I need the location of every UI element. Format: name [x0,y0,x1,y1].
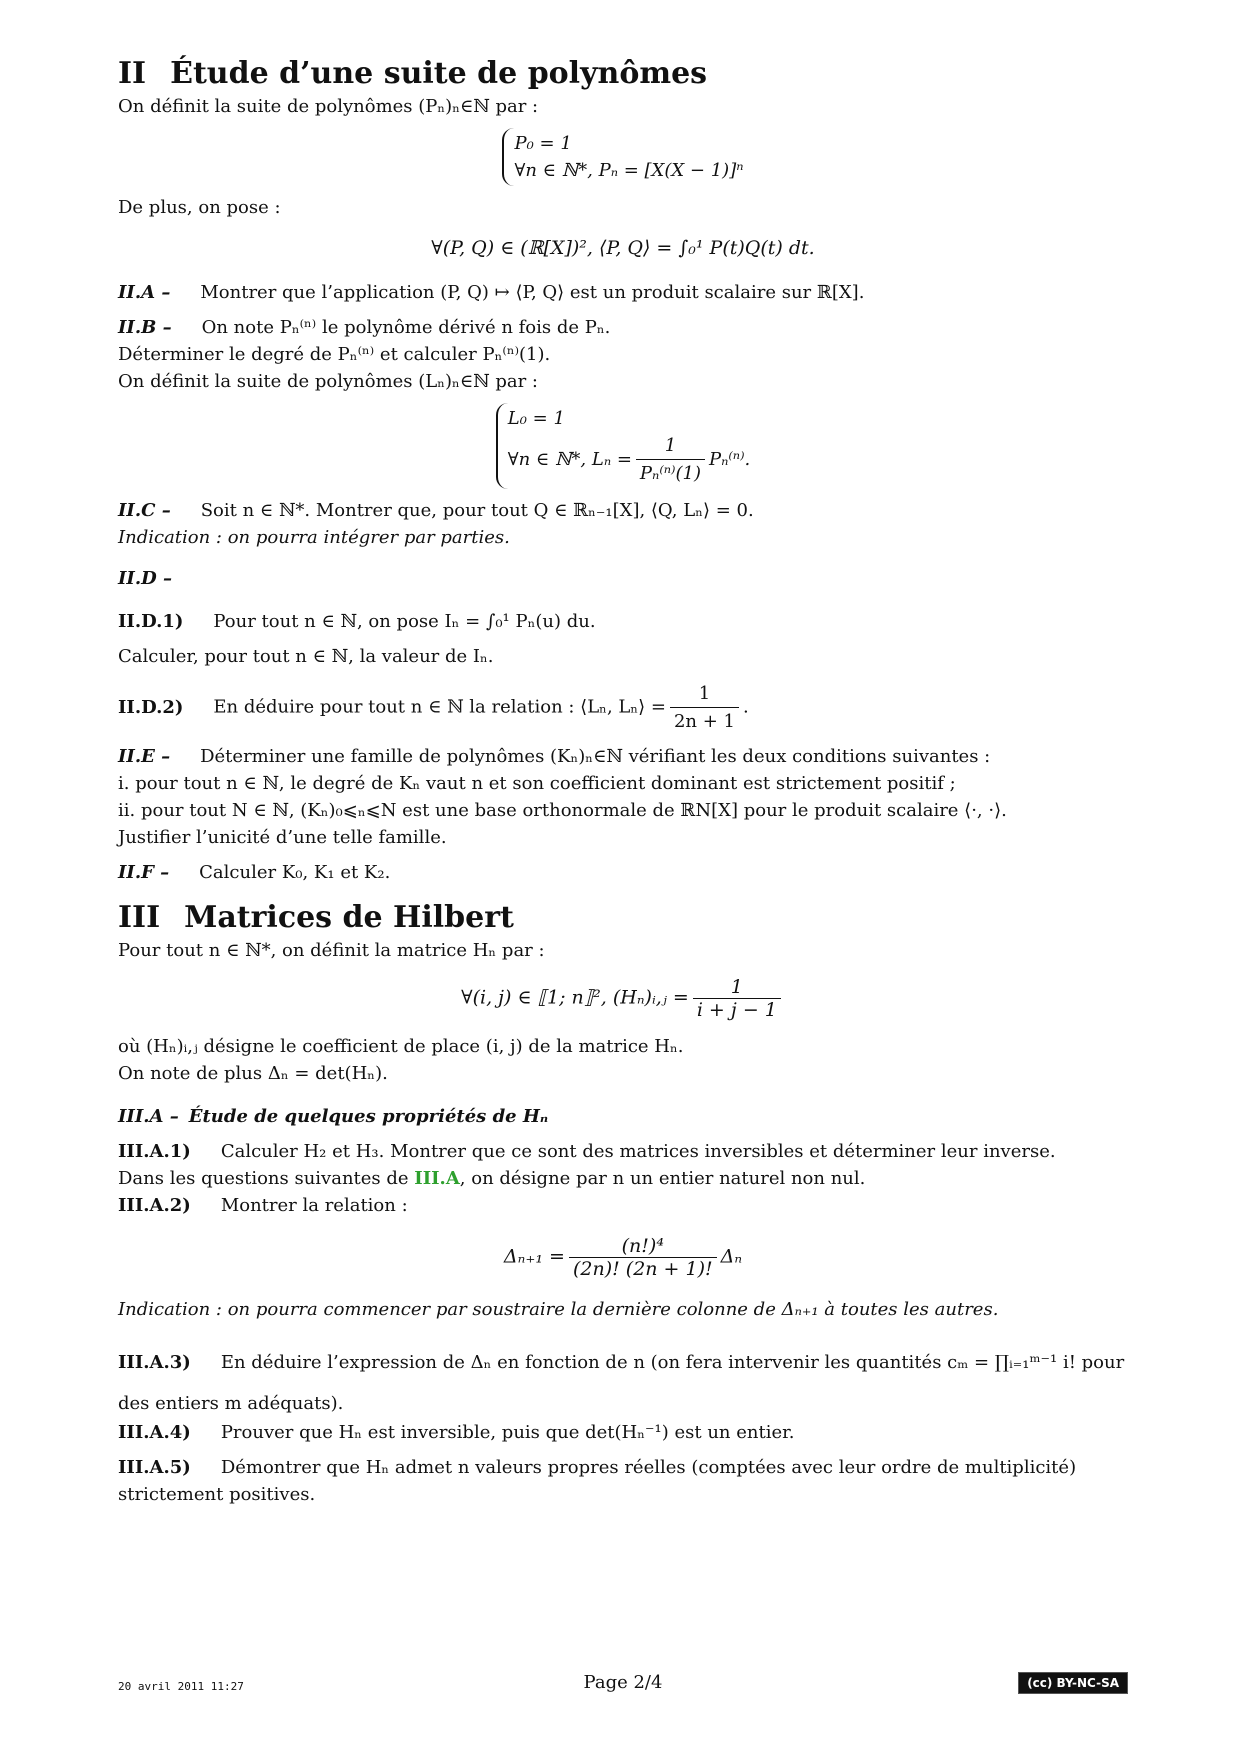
question-label: II.D.2) [118,696,184,718]
numerator: 1 [693,976,781,999]
question-label: II.B – [118,317,172,338]
numerator: 1 [670,680,739,708]
question-text: En déduire pour tout n ∈ ℕ la relation : ⟨Lₙ, Lₙ⟩ = [213,696,666,718]
question-iiia4 [118,1419,1128,1446]
numerator: (n!)⁴ [569,1235,717,1258]
subsection-iiia [118,1103,1128,1130]
equation-inner-product: ∀(P, Q) ∈ (ℝ[X])², ⟨P, Q⟩ = ∫₀¹ P(t)Q(t) dt. [431,237,815,259]
license-badge: (cc) BY-NC-SA [1018,1672,1128,1694]
case-left: ∀n ∈ ℕ*, Lₙ = [507,448,632,470]
link-iiia[interactable]: III.A [414,1168,460,1189]
question-label: II.E – [118,746,171,767]
case-line: P₀ = 1 [514,133,572,154]
footer-page-number: Page 2/4 [583,1672,663,1693]
text-line: On note de plus Δₙ = det(Hₙ). [118,1063,388,1084]
page-content [118,50,1128,1508]
text-part: Dans les questions suivantes de [118,1168,415,1189]
question-label: III.A.1) [118,1141,191,1162]
fraction [569,1235,717,1280]
question-iiia1 [118,1138,1128,1165]
question-label: II.D – [118,568,172,589]
question-iiia5 [118,1454,1128,1481]
question-text: Montrer la relation : [220,1195,408,1216]
section-title-iii [118,900,1128,935]
question-iiia2 [118,1192,1128,1219]
numerator: 1 [636,432,705,460]
question-label: II.D.1) [118,611,184,632]
denominator: (2n)! (2n + 1)! [572,1258,713,1280]
question-text: Démontrer que Hₙ admet n valeurs propres réelles (comptées avec leur ordre de multiplicité) [220,1457,1077,1478]
question-iid1 [118,608,1128,635]
intro-text: On définit la suite de polynômes (Pₙ)ₙ∈ℕ par : [118,96,539,117]
question-text: Prouver que Hₙ est inversible, puis que det(Hₙ⁻¹) est un entier. [220,1422,795,1443]
case-right: Pₙ⁽ⁿ⁾. [708,448,751,470]
question-iia [118,279,1128,306]
hint-text: Indication : on pourra intégrer par parties. [118,527,510,548]
section-number: III [118,900,161,935]
question-label: II.F – [118,862,170,883]
question-iif [118,859,1128,886]
fraction [636,432,705,487]
equation-pn [118,128,1128,186]
list-item: ii. pour tout N ∈ ℕ, (Kₙ)₀⩽ₙ⩽N est une base orthonormale de ℝN[X] pour le produit scalaire ⟨·, ·⟩. [118,800,1007,821]
text-line: De plus, on pose : [118,197,281,218]
section-number: II [118,56,147,91]
question-label: III.A.5) [118,1457,191,1478]
page-footer [118,1672,1128,1702]
question-iic [118,497,1128,524]
equation-left: Δₙ₊₁ = [503,1245,565,1268]
text-line [118,1165,1128,1192]
fraction [693,976,781,1021]
text-line: Calculer, pour tout n ∈ ℕ, la valeur de Iₙ. [118,646,494,667]
question-text: Pour tout n ∈ ℕ, on pose Iₙ = ∫₀¹ Pₙ(u) du. [213,611,596,632]
footer-date: 20 avril 2011 11:27 [118,1680,244,1693]
text-line: On définit la suite de polynômes (Lₙ)ₙ∈ℕ par : [118,371,538,392]
denominator: 2n + 1 [673,711,735,732]
section-title-ii [118,56,1128,91]
hint-text: Indication : on pourra commencer par soustraire la dernière colonne de Δₙ₊₁ à toutes les autres. [118,1299,999,1320]
question-label: III.A.2) [118,1195,191,1216]
question-text: Calculer K₀, K₁ et K₂. [199,862,391,883]
question-text: Soit n ∈ ℕ*. Montrer que, pour tout Q ∈ ℝₙ₋₁[X], ⟨Q, Lₙ⟩ = 0. [200,500,754,521]
denominator: i + j − 1 [696,999,777,1021]
equation-hilbert [118,976,1128,1021]
equation-left: ∀(i, j) ∈ ⟦1; n⟧², (Hₙ)ᵢ,ⱼ = [461,986,689,1009]
case-line: ∀n ∈ ℕ*, Pₙ = [X(X − 1)]ⁿ [514,160,744,181]
section-heading: Étude d’une suite de polynômes [170,56,708,91]
text-line: des entiers m adéquats). [118,1393,344,1414]
question-text: Déterminer une famille de polynômes (Kₙ)ₙ∈ℕ vérifiant les deux conditions suivantes : [200,746,991,767]
question-iie [118,743,1128,770]
question-text: Montrer que l’application (P, Q) ↦ ⟨P, Q⟩ est un produit scalaire sur ℝ[X]. [200,282,865,303]
equation-ln [118,403,1128,489]
section-heading: Matrices de Hilbert [184,900,514,935]
equation-delta [118,1235,1128,1280]
question-iid [118,565,1128,592]
text-line: strictement positives. [118,1484,316,1505]
denominator: Pₙ⁽ⁿ⁾(1) [639,463,701,484]
equation-right: Δₙ [720,1245,743,1268]
list-item: i. pour tout n ∈ ℕ, le degré de Kₙ vaut n et son coefficient dominant est strictement positif ; [118,773,956,794]
text-line: Déterminer le degré de Pₙ⁽ⁿ⁾ et calculer Pₙ⁽ⁿ⁾(1). [118,344,551,365]
case-line: L₀ = 1 [507,408,565,429]
subsection-title: Étude de quelques propriétés de Hₙ [188,1106,549,1127]
question-label: III.A – [118,1106,179,1127]
question-label: III.A.4) [118,1422,191,1443]
question-label: III.A.3) [118,1352,191,1373]
case-line [507,435,751,484]
question-text: En déduire l’expression de Δₙ en fonction de n (on fera intervenir les quantités cₘ = ∏ᵢ₌₁ᵐ⁻¹ i! pour [220,1352,1125,1373]
text-line: où (Hₙ)ᵢ,ⱼ désigne le coefficient de place (i, j) de la matrice Hₙ. [118,1036,684,1057]
question-label: II.A – [118,282,171,303]
question-iiia3 [118,1349,1128,1376]
fraction [670,680,739,735]
question-label: II.C – [118,500,171,521]
text-part: , on désigne par n un entier naturel non nul. [459,1168,866,1189]
question-iib [118,314,1128,341]
question-text: On note Pₙ⁽ⁿ⁾ le polynôme dérivé n fois de Pₙ. [201,317,611,338]
question-text: Calculer H₂ et H₃. Montrer que ce sont des matrices inversibles et déterminer leur inverse. [220,1141,1056,1162]
intro-text: Pour tout n ∈ ℕ*, on définit la matrice Hₙ par : [118,940,545,961]
text-line: Justifier l’unicité d’une telle famille. [118,827,447,848]
question-iid2: II.D.2) En déduire pour tout n ∈ ℕ la relation : ⟨Lₙ, Lₙ⟩ = $\frac{1}{2n + 1}$ . [118,680,1128,735]
